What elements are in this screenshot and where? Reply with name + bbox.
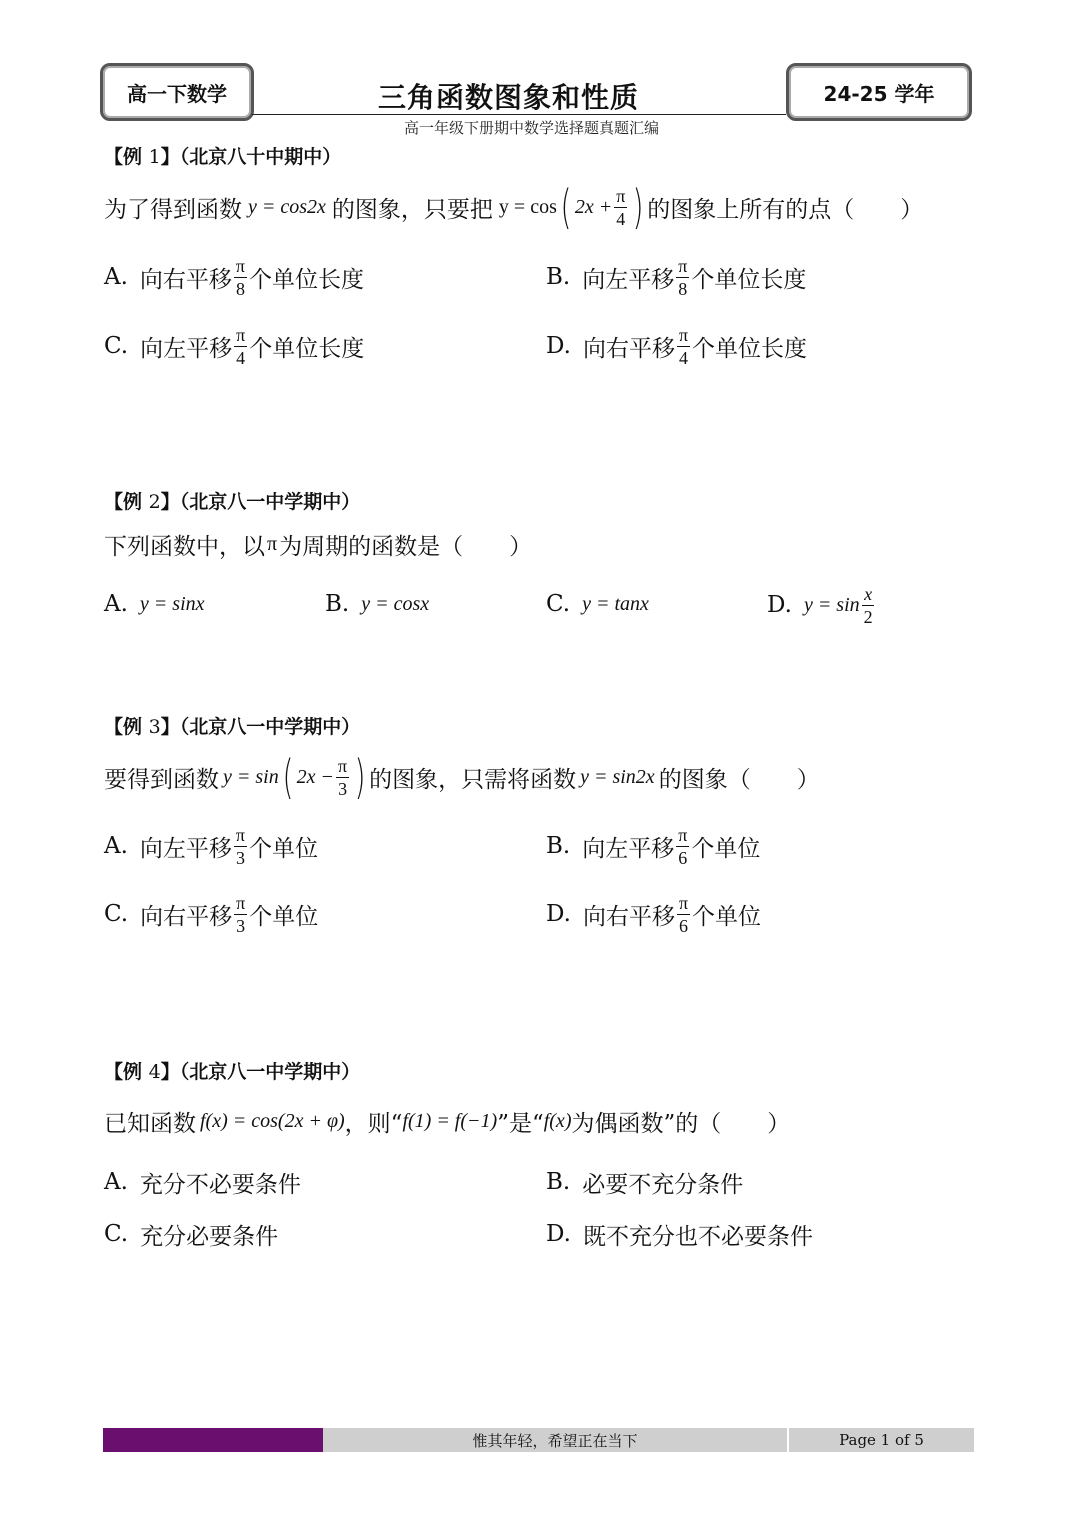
course-label: 高一下数学	[127, 81, 227, 106]
example-1-question: 为了得到函数 y = cos2x 的图象，只要把 y = cos ( 2x + $\frac{\pi}{4}$ ) 的图象上所有的点（ ）	[104, 180, 924, 234]
example-2-heading: 【例 2】（北京八一中学期中）	[104, 491, 361, 513]
example-2-option-a[interactable]: A. y = sinx	[104, 591, 205, 617]
example-4-option-b[interactable]: B. 必要不充分条件	[546, 1169, 744, 1198]
footer-motto: 惟其年轻，希望正在当下	[472, 1431, 638, 1450]
example-4-option-d[interactable]: D. 既不充分也不必要条件	[546, 1221, 813, 1250]
example-3-option-d[interactable]: D. 向右平移 $\frac{\pi}{6}$ 个单位	[546, 892, 762, 936]
example-1-option-d[interactable]: D. 向右平移 $\frac{\pi}{4}$ 个单位长度	[546, 324, 808, 368]
example-3-option-c[interactable]: C. 向右平移 $\frac{\pi}{3}$ 个单位	[104, 892, 319, 936]
example-2-question: 下列函数中，以 π 为周期的函数是（ ）	[104, 532, 533, 560]
example-3-heading: 【例 3】（北京八一中学期中）	[104, 716, 361, 738]
example-4-heading: 【例 4】（北京八一中学期中）	[104, 1061, 361, 1083]
school-year-box	[786, 63, 972, 121]
page-number: Page 1 of 5	[839, 1431, 924, 1449]
page-subtitle: 高一年级下册期中数学选择题真题汇编	[404, 119, 660, 137]
example-1-option-a[interactable]: A. 向右平移 $\frac{\pi}{8}$ 个单位长度	[104, 255, 365, 299]
example-2-option-c[interactable]: C. y = tanx	[546, 591, 649, 617]
example-2-option-d[interactable]: D. y = sin $\frac{x}{2}$	[767, 583, 873, 627]
page-title: 三角函数图象和性质	[378, 81, 640, 114]
footer-accent-bar	[103, 1428, 323, 1452]
example-3-question: 要得到函数 y = sin ( 2x − $\frac{\pi}{3}$ ) 的图象，只需将函数 y = sin2x 的图象（ ）	[104, 750, 820, 804]
course-label-box	[100, 63, 254, 121]
example-1-option-b[interactable]: B. 向左平移 $\frac{\pi}{8}$ 个单位长度	[546, 255, 807, 299]
example-1-option-c[interactable]: C. 向左平移 $\frac{\pi}{4}$ 个单位长度	[104, 324, 365, 368]
example-4-option-c[interactable]: C. 充分必要条件	[104, 1221, 279, 1250]
footer-motto-bar	[323, 1428, 787, 1452]
example-2-option-b[interactable]: B. y = cosx	[325, 591, 430, 617]
school-year-label: 24-25 学年	[823, 81, 935, 106]
example-3-option-b[interactable]: B. 向左平移 $\frac{\pi}{6}$ 个单位	[546, 824, 761, 868]
example-4-option-a[interactable]: A. 充分不必要条件	[104, 1169, 301, 1198]
example-3-option-a[interactable]: A. 向左平移 $\frac{\pi}{3}$ 个单位	[104, 824, 319, 868]
footer-page-bar	[789, 1428, 974, 1452]
header-rule	[252, 114, 786, 115]
example-1-heading: 【例 1】（北京八十中期中）	[104, 146, 342, 168]
example-4-question: 已知函数 f(x) = cos(2x + φ) ，则“ f(1) = f(−1) ”是“ f(x) 为偶函数”的（ ）	[104, 1109, 791, 1137]
